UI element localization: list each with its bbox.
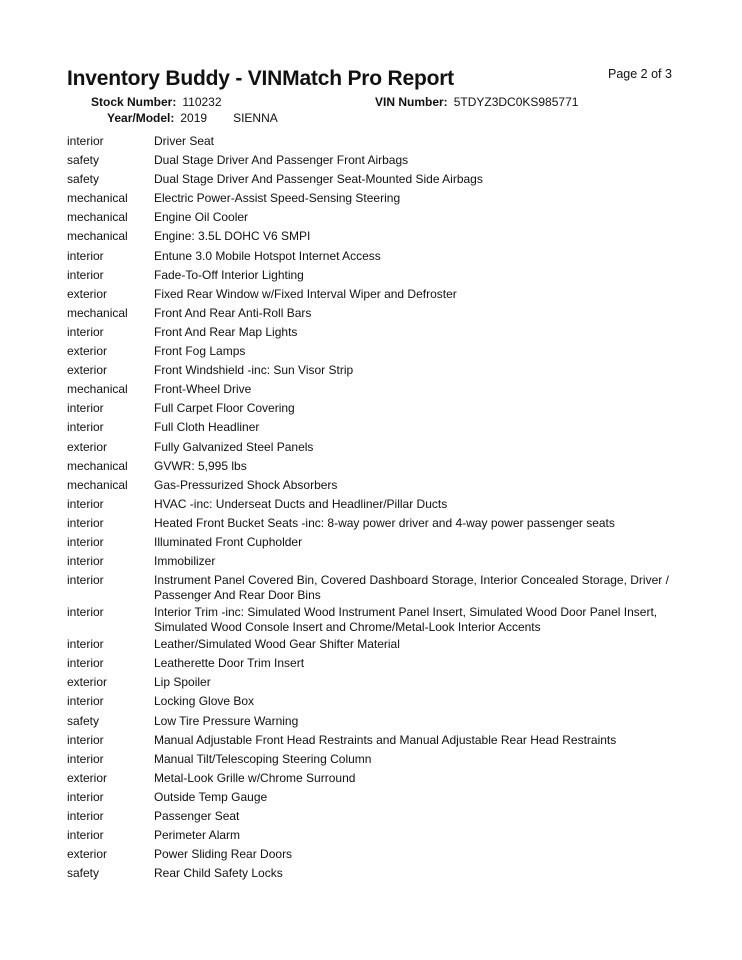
feature-category: exterior xyxy=(67,286,108,301)
feature-description: Fully Galvanized Steel Panels xyxy=(154,439,314,454)
report-title: Inventory Buddy - VINMatch Pro Report xyxy=(67,67,454,90)
feature-category: interior xyxy=(67,324,104,339)
feature-category: interior xyxy=(67,401,104,416)
feature-row xyxy=(67,436,707,455)
feature-description: Driver Seat xyxy=(154,134,215,148)
feature-category: mechanical xyxy=(67,382,128,397)
feature-category: interior xyxy=(67,656,104,671)
feature-description: Manual Adjustable Front Head Restraints and Manual Adjustable Rear Head Restraints xyxy=(154,732,617,747)
feature-category: interior xyxy=(67,248,104,263)
feature-description: Fade-To-Off Interior Lighting xyxy=(154,267,304,282)
feature-row xyxy=(67,493,707,512)
feature-row xyxy=(67,767,707,786)
feature-description: Entune 3.0 Mobile Hotspot Internet Access xyxy=(154,248,381,263)
feature-category: interior xyxy=(67,496,104,511)
stock-number-label: Stock Number: xyxy=(91,95,177,109)
feature-description: Interior Trim -inc: Simulated Wood Instrument Panel Insert, Simulated Wood Door Panel Insert, Simulated Wood Console Insert and Chrome/Metal-Look Interior Accents xyxy=(154,605,658,635)
feature-row xyxy=(67,168,707,187)
feature-description: Full Cloth Headliner xyxy=(154,420,260,435)
feature-description: Rear Child Safety Locks xyxy=(154,866,283,881)
feature-category: mechanical xyxy=(67,305,128,320)
feature-category: interior xyxy=(67,267,104,282)
feature-category: mechanical xyxy=(67,229,128,244)
feature-description: Fixed Rear Window w/Fixed Interval Wiper and Defroster xyxy=(154,286,457,301)
feature-description: Front Fog Lamps xyxy=(154,344,246,359)
feature-description: Front And Rear Map Lights xyxy=(154,324,298,339)
feature-description: Lip Spoiler xyxy=(154,675,211,690)
feature-description: Front And Rear Anti-Roll Bars xyxy=(154,305,312,320)
feature-description: Front Windshield -inc: Sun Visor Strip xyxy=(154,363,354,378)
year-value: 2019 xyxy=(180,111,208,125)
feature-description: HVAC -inc: Underseat Ducts and Headliner/Pillar Ducts xyxy=(154,496,448,511)
feature-category: interior xyxy=(67,809,104,823)
feature-description: Heated Front Bucket Seats -inc: 8-way power driver and 4-way power passenger seats xyxy=(154,515,615,530)
feature-category: interior xyxy=(67,534,104,549)
feature-row xyxy=(67,283,707,302)
feature-row xyxy=(67,245,707,264)
feature-description: Front-Wheel Drive xyxy=(154,382,252,397)
feature-description: GVWR: 5,995 lbs xyxy=(154,458,247,473)
feature-category: interior xyxy=(67,732,104,747)
feature-category: interior xyxy=(67,515,104,530)
feature-description: Leatherette Door Trim Insert xyxy=(154,656,305,671)
feature-category: exterior xyxy=(67,847,108,862)
feature-category: safety xyxy=(67,713,100,728)
feature-description: Locking Glove Box xyxy=(154,694,255,709)
feature-row xyxy=(67,359,707,378)
feature-category: exterior xyxy=(67,675,108,690)
feature-description: Power Sliding Rear Doors xyxy=(154,847,293,862)
feature-description: Perimeter Alarm xyxy=(154,828,241,843)
feature-category: interior xyxy=(67,573,104,588)
feature-row xyxy=(67,321,707,340)
feature-row xyxy=(67,550,707,569)
feature-row xyxy=(67,601,707,633)
feature-category: mechanical xyxy=(67,210,128,225)
feature-row xyxy=(67,130,707,149)
year-model-field xyxy=(107,111,278,125)
feature-description: Engine Oil Cooler xyxy=(154,210,249,225)
feature-category: exterior xyxy=(67,344,108,359)
feature-category: mechanical xyxy=(67,458,128,473)
feature-category: exterior xyxy=(67,439,108,454)
feature-row xyxy=(67,729,707,748)
feature-row xyxy=(67,633,707,652)
feature-row xyxy=(67,805,707,824)
feature-description: Outside Temp Gauge xyxy=(154,789,268,804)
feature-description: Immobilizer xyxy=(154,554,216,569)
year-model-label: Year/Model: xyxy=(107,111,175,125)
feature-description: Instrument Panel Covered Bin, Covered Dashboard Storage, Interior Concealed Storage, Driver / Passenger And Rear Door Bins xyxy=(154,573,669,603)
vin-number-label: VIN Number: xyxy=(375,95,448,109)
model-value: SIENNA xyxy=(233,111,278,125)
vin-number-field xyxy=(375,95,578,109)
feature-row xyxy=(67,416,707,435)
stock-number-value: 110232 xyxy=(182,95,222,109)
feature-category: interior xyxy=(67,554,104,569)
feature-row xyxy=(67,187,707,206)
feature-description: Full Carpet Floor Covering xyxy=(154,401,295,416)
feature-description: Metal-Look Grille w/Chrome Surround xyxy=(154,770,356,785)
feature-category: interior xyxy=(67,694,104,709)
feature-description: Low Tire Pressure Warning xyxy=(154,713,299,728)
feature-row xyxy=(67,531,707,550)
feature-category: interior xyxy=(67,134,104,148)
feature-category: safety xyxy=(67,172,100,187)
feature-category: interior xyxy=(67,637,104,652)
feature-row xyxy=(67,340,707,359)
feature-row xyxy=(67,455,707,474)
feature-row xyxy=(67,671,707,690)
feature-row xyxy=(67,690,707,709)
feature-category: exterior xyxy=(67,770,108,785)
feature-description: Leather/Simulated Wood Gear Shifter Material xyxy=(154,637,400,652)
feature-row xyxy=(67,652,707,671)
feature-category: mechanical xyxy=(67,477,128,492)
feature-category: interior xyxy=(67,751,104,766)
feature-row xyxy=(67,149,707,168)
feature-category: interior xyxy=(67,420,104,435)
feature-description: Dual Stage Driver And Passenger Front Airbags xyxy=(154,153,409,168)
feature-row xyxy=(67,397,707,416)
feature-category: safety xyxy=(67,153,100,168)
stock-number-field xyxy=(91,95,222,109)
feature-row xyxy=(67,748,707,767)
vin-number-value: 5TDYZ3DC0KS985771 xyxy=(453,95,579,109)
feature-description: Engine: 3.5L DOHC V6 SMPI xyxy=(154,229,311,244)
feature-row xyxy=(67,264,707,283)
feature-row xyxy=(67,843,707,862)
feature-row xyxy=(67,824,707,843)
feature-row xyxy=(67,569,707,601)
feature-description: Passenger Seat xyxy=(154,809,240,823)
feature-description: Dual Stage Driver And Passenger Seat-Mounted Side Airbags xyxy=(154,172,483,187)
feature-row xyxy=(67,378,707,397)
features-list xyxy=(67,130,707,881)
feature-category: interior xyxy=(67,605,104,620)
feature-category: exterior xyxy=(67,363,108,378)
feature-category: safety xyxy=(67,866,100,881)
feature-row xyxy=(67,862,707,881)
feature-row xyxy=(67,512,707,531)
page-indicator: Page 2 of 3 xyxy=(608,67,672,81)
feature-row xyxy=(67,474,707,493)
feature-row xyxy=(67,225,707,244)
feature-category: interior xyxy=(67,828,104,843)
feature-description: Manual Tilt/Telescoping Steering Column xyxy=(154,751,372,766)
feature-description: Gas-Pressurized Shock Absorbers xyxy=(154,477,338,492)
feature-category: interior xyxy=(67,789,104,804)
feature-row xyxy=(67,206,707,225)
feature-row xyxy=(67,786,707,805)
feature-description: Illuminated Front Cupholder xyxy=(154,534,303,549)
feature-row xyxy=(67,710,707,729)
feature-description: Electric Power-Assist Speed-Sensing Steering xyxy=(154,191,401,206)
feature-category: mechanical xyxy=(67,191,128,206)
feature-row xyxy=(67,302,707,321)
